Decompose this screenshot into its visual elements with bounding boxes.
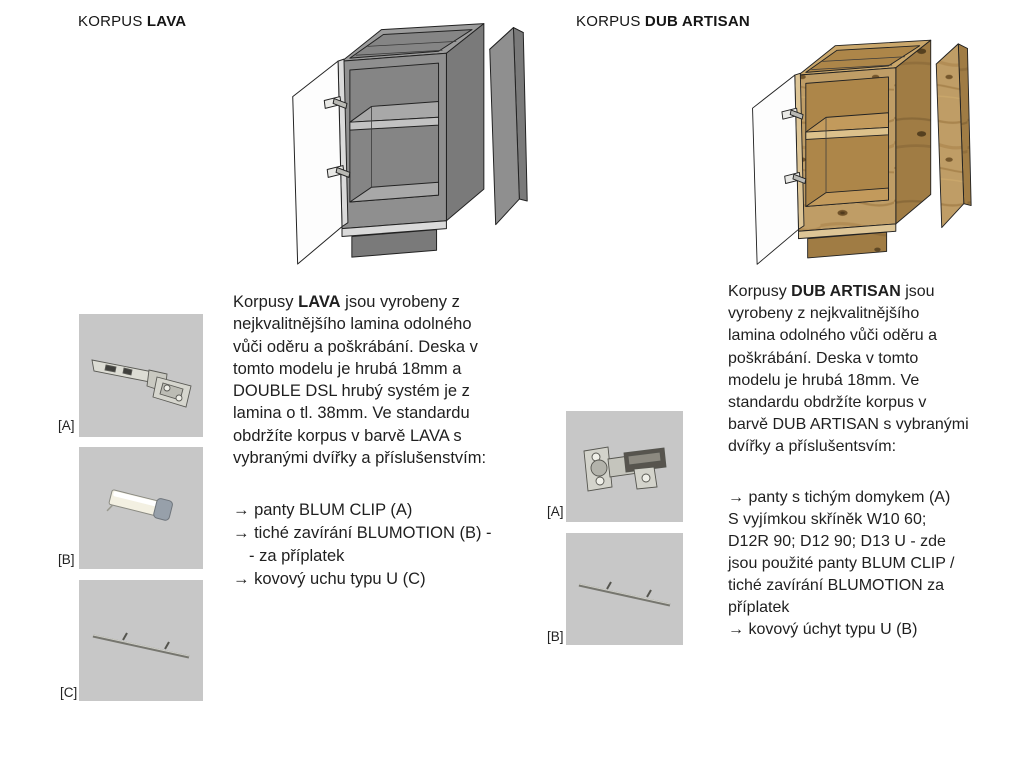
soft-close-hinge-photo <box>566 411 683 522</box>
text-line: obdržíte korpus v barvě LAVA s <box>233 426 462 445</box>
blumotion-damper-photo <box>79 447 203 569</box>
hardware-label-b: [B] <box>58 552 75 567</box>
list-item: D12R 90; D12 90; D13 U - zde <box>728 533 946 550</box>
text-line: vůči oděru a poškrábání. Deska v <box>233 337 478 356</box>
list-item: → tiché zavírání BLUMOTION (B) - <box>233 524 492 542</box>
hinge-image <box>79 314 203 437</box>
text-line: Korpusy LAVA jsou vyrobeny z <box>233 293 460 311</box>
cabinet-lava-illustration <box>286 2 530 268</box>
cabinet-lava-drawing <box>286 2 530 268</box>
cabinet-dub-artisan-drawing <box>741 20 979 268</box>
blum-clip-hinge-photo <box>79 314 203 437</box>
title-name: LAVA <box>146 13 187 30</box>
title-prefix: KORPUS <box>576 13 645 30</box>
list-item: S vyjímkou skříněk W10 60; <box>728 511 927 528</box>
dub-description-lines <box>728 303 969 458</box>
cabinet-dub-artisan-illustration <box>741 20 979 268</box>
hardware-label-a: [A] <box>547 504 564 519</box>
list-item: tiché zavírání BLUMOTION za <box>728 577 945 594</box>
text-line: vyrobeny z nejkvalitnějšího <box>728 305 920 323</box>
list-item: → panty s tichým domykem (A) <box>728 489 951 506</box>
lava-description <box>233 291 486 469</box>
text-line: vybranými dvířky a příslušenstvím: <box>233 449 487 468</box>
text-line: modelu je hrubá 18mm. Ve <box>728 371 920 389</box>
text-line: DOUBLE DSL hrubý systém je z <box>233 382 470 401</box>
title-prefix: KORPUS <box>78 13 147 30</box>
text-line: barvě DUB ARTISAN s vybranými <box>728 416 969 434</box>
text-line: nejkvalitnějšího lamina odolného <box>233 315 472 334</box>
text-line: tomto modelu je hrubá 18mm a <box>233 359 462 378</box>
text-line: lamina o tl. 38mm. Ve standardu <box>233 404 470 423</box>
hardware-label-b: [B] <box>547 629 564 644</box>
hinge-image <box>566 411 683 522</box>
dub-artisan-description <box>728 281 969 459</box>
text-line: standardu obdržíte korpus v <box>728 394 927 412</box>
korpus-dub-artisan-title <box>576 13 750 30</box>
text-line: dvířky a příslušentsvím: <box>728 438 897 456</box>
u-handle-photo <box>566 533 683 645</box>
list-item: → panty BLUM CLIP (A) <box>233 501 413 519</box>
korpus-lava-title <box>78 13 186 30</box>
lava-accessories-list <box>233 499 492 591</box>
u-handle-photo <box>79 580 203 701</box>
list-item: - za příplatek <box>249 547 345 565</box>
dub-artisan-accessories-list <box>728 487 955 641</box>
list-item: → kovový úchyt typu U (B) <box>728 621 918 638</box>
damper-image <box>79 447 203 569</box>
text-line: lamina odolného vůči oděru a <box>728 327 938 345</box>
hardware-label-a: [A] <box>58 418 75 433</box>
handle-image <box>79 580 203 701</box>
lava-description-lines <box>233 313 486 469</box>
text-line: Korpusy DUB ARTISAN jsou <box>728 283 935 300</box>
text-line: poškrábání. Deska v tomto <box>728 349 919 367</box>
list-item: jsou použité panty BLUM CLIP / <box>728 555 955 572</box>
list-item: příplatek <box>728 599 790 616</box>
title-name: DUB ARTISAN <box>644 13 750 30</box>
hardware-label-c: [C] <box>60 685 78 700</box>
handle-image <box>566 533 683 645</box>
list-item: → kovový uchu typu U (C) <box>233 570 426 588</box>
